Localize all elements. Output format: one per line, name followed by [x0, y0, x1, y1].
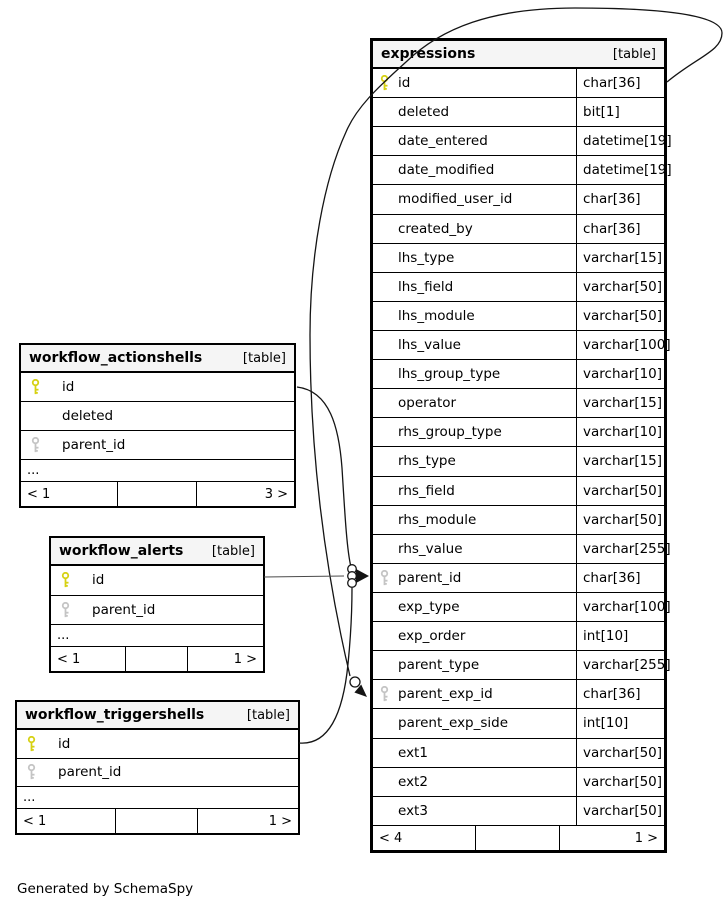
- column-name-cell: [373, 477, 577, 505]
- column-name: id: [62, 379, 75, 395]
- column-name: operator: [398, 395, 457, 412]
- edge-workflow-alerts: [264, 576, 344, 577]
- column-name: rhs_value: [398, 540, 463, 557]
- column-row: [373, 184, 664, 213]
- column-name-cell: [373, 360, 577, 388]
- column-type: datetime[19]: [583, 162, 672, 179]
- column-name: rhs_module: [398, 511, 477, 528]
- column-row: [373, 214, 664, 243]
- column-name: date_entered: [398, 133, 488, 150]
- ellipsis-row: ...: [51, 624, 263, 646]
- column-row: [51, 595, 263, 625]
- edge-workflow-triggershells: [299, 588, 352, 743]
- column-name: date_modified: [398, 162, 495, 179]
- column-row: [373, 417, 664, 446]
- column-type: varchar[15]: [583, 395, 663, 412]
- table-footer: [21, 481, 294, 506]
- column-type: datetime[19]: [583, 133, 672, 150]
- foreign-key-icon: [378, 686, 391, 702]
- column-type: char[36]: [583, 569, 641, 586]
- column-row: [21, 430, 294, 459]
- column-name: lhs_group_type: [398, 366, 501, 383]
- column-row: [21, 373, 294, 401]
- column-type: varchar[50]: [583, 773, 663, 790]
- table-badge: [table]: [211, 543, 255, 559]
- column-type: varchar[15]: [583, 249, 663, 266]
- column-type-cell: [577, 453, 664, 469]
- column-name: deleted: [62, 408, 114, 424]
- column-name-cell: [373, 302, 577, 330]
- column-row: [373, 126, 672, 155]
- column-type-cell: [577, 191, 664, 207]
- parents-indicator: 3 >: [196, 482, 294, 506]
- column-name-cell: [373, 69, 577, 97]
- column-row: [373, 796, 664, 825]
- column-name: modified_user_id: [398, 191, 513, 208]
- table-badge: [table]: [242, 350, 286, 366]
- parents-indicator: 1 >: [197, 809, 298, 833]
- column-name: rhs_field: [398, 482, 455, 499]
- table-workflow-triggershells[interactable]: [15, 700, 300, 835]
- primary-key-icon: [29, 379, 42, 395]
- column-type-cell: [577, 366, 664, 382]
- column-type-cell: [577, 337, 671, 353]
- column-name: lhs_value: [398, 337, 461, 354]
- column-type-cell: [577, 599, 671, 615]
- generator-caption: Generated by SchemaSpy: [17, 881, 194, 897]
- column-type-cell: [577, 308, 664, 324]
- column-name: exp_order: [398, 628, 466, 645]
- column-type: varchar[50]: [583, 744, 663, 761]
- column-name: parent_id: [58, 764, 122, 781]
- column-name-cell: [373, 447, 577, 475]
- column-type-cell: [577, 541, 671, 557]
- column-type: varchar[50]: [583, 278, 663, 295]
- column-row: [373, 388, 664, 417]
- column-name-cell: [373, 680, 577, 708]
- children-indicator: < 1: [57, 651, 81, 667]
- children-indicator: < 1: [23, 813, 47, 829]
- table-footer: [17, 808, 298, 833]
- footer-spacer: [115, 809, 196, 833]
- column-type-cell: [577, 483, 664, 499]
- column-name: parent_exp_id: [398, 686, 493, 703]
- column-type: varchar[10]: [583, 366, 663, 383]
- table-name: workflow_actionshells: [29, 350, 203, 366]
- column-row: [373, 155, 672, 184]
- table-workflow-alerts[interactable]: [49, 536, 265, 673]
- column-row: [17, 758, 298, 787]
- column-type: varchar[10]: [583, 424, 663, 441]
- column-name-cell: [373, 215, 577, 243]
- column-name: parent_type: [398, 657, 480, 674]
- column-row: [373, 738, 664, 767]
- column-type: bit[1]: [583, 104, 620, 121]
- column-name: rhs_group_type: [398, 424, 502, 441]
- column-name-cell: [373, 389, 577, 417]
- column-type: varchar[100]: [583, 337, 671, 354]
- column-name-cell: [373, 535, 577, 563]
- column-type: char[36]: [583, 75, 641, 92]
- column-name-cell: [373, 98, 577, 126]
- column-name: id: [58, 735, 71, 752]
- column-type: varchar[50]: [583, 511, 663, 528]
- column-type: varchar[50]: [583, 802, 663, 819]
- primary-key-icon: [25, 736, 38, 752]
- column-name: parent_id: [92, 601, 156, 618]
- column-name-cell: [373, 273, 577, 301]
- column-type-cell: [577, 395, 664, 411]
- column-name-cell: [373, 564, 577, 592]
- column-row: [373, 476, 664, 505]
- column-name-cell: [373, 418, 577, 446]
- column-name: parent_exp_side: [398, 715, 509, 732]
- column-type-cell: [577, 628, 664, 644]
- column-type-cell: [577, 715, 664, 731]
- children-indicator: < 4: [379, 830, 403, 846]
- table-expressions[interactable]: [370, 38, 672, 853]
- table-header[interactable]: [373, 41, 664, 69]
- column-name: deleted: [398, 104, 450, 121]
- column-name-cell: [373, 331, 577, 359]
- column-row: [373, 446, 664, 475]
- column-name: exp_type: [398, 599, 460, 616]
- column-name-cell: [373, 709, 577, 737]
- column-type-cell: [577, 133, 672, 149]
- column-name: lhs_type: [398, 249, 455, 266]
- column-row: [17, 730, 298, 758]
- column-type-cell: [577, 279, 664, 295]
- column-type-cell: [577, 570, 664, 586]
- arrowhead: [356, 569, 369, 583]
- column-name: lhs_module: [398, 307, 475, 324]
- column-name-cell: [373, 797, 577, 825]
- cardinality-circle: [348, 572, 357, 581]
- column-name-cell: [373, 506, 577, 534]
- column-name: lhs_field: [398, 278, 454, 295]
- footer-spacer: [475, 826, 559, 850]
- column-row: [21, 401, 294, 430]
- footer-spacer: [117, 482, 196, 506]
- column-type-cell: [577, 745, 664, 761]
- column-type: varchar[50]: [583, 307, 663, 324]
- column-type-cell: [577, 250, 664, 266]
- column-row: [373, 563, 664, 592]
- column-type: int[10]: [583, 628, 629, 645]
- table-footer: [373, 825, 664, 850]
- column-type: char[36]: [583, 191, 641, 208]
- table-badge: [table]: [612, 46, 656, 62]
- column-row: [373, 767, 664, 796]
- cardinality-circle: [348, 565, 357, 574]
- column-row: [373, 592, 671, 621]
- column-type: varchar[255]: [583, 657, 671, 674]
- ellipsis-row: ...: [17, 786, 298, 808]
- footer-spacer: [125, 647, 186, 671]
- column-name: ext3: [398, 802, 428, 819]
- table-header[interactable]: [17, 702, 298, 730]
- table-footer: [51, 646, 263, 671]
- column-name-cell: [373, 651, 577, 679]
- column-type: varchar[255]: [583, 540, 671, 557]
- edge-workflow-actionshells: [297, 387, 351, 567]
- column-type-cell: [577, 424, 664, 440]
- column-row: [373, 650, 671, 679]
- table-name: expressions: [381, 46, 476, 62]
- column-type: char[36]: [583, 686, 641, 703]
- column-name-cell: [373, 593, 577, 621]
- table-workflow-actionshells[interactable]: [19, 343, 296, 508]
- column-row: [373, 301, 664, 330]
- column-row: [373, 505, 664, 534]
- foreign-key-icon: [25, 764, 38, 780]
- parents-indicator: 1 >: [187, 647, 263, 671]
- table-header[interactable]: [21, 345, 294, 373]
- column-name-cell: [373, 768, 577, 796]
- column-name: id: [92, 572, 105, 589]
- column-name-cell: [373, 244, 577, 272]
- column-type-cell: [577, 104, 664, 120]
- column-name-cell: [373, 739, 577, 767]
- column-type-cell: [577, 512, 664, 528]
- parents-indicator: 1 >: [559, 826, 664, 850]
- column-type-cell: [577, 686, 664, 702]
- column-name: parent_id: [398, 569, 462, 586]
- column-type-cell: [577, 221, 664, 237]
- column-name: ext1: [398, 744, 428, 761]
- column-type-cell: [577, 774, 664, 790]
- column-name: rhs_type: [398, 453, 456, 470]
- cardinality-circle: [348, 579, 357, 588]
- primary-key-icon: [59, 572, 72, 588]
- column-type: varchar[50]: [583, 482, 663, 499]
- cardinality-circle: [350, 677, 360, 687]
- column-name-cell: [373, 156, 577, 184]
- column-row: [373, 621, 664, 650]
- column-type-cell: [577, 162, 672, 178]
- column-row: [373, 359, 664, 388]
- column-type: varchar[100]: [583, 599, 671, 616]
- column-name-cell: [373, 127, 577, 155]
- column-type-cell: [577, 657, 671, 673]
- column-name-cell: [373, 622, 577, 650]
- column-type-cell: [577, 75, 664, 91]
- table-header[interactable]: [51, 538, 263, 566]
- table-name: workflow_triggershells: [25, 707, 205, 723]
- column-name: parent_id: [62, 437, 126, 453]
- column-type: char[36]: [583, 220, 641, 237]
- children-indicator: < 1: [27, 486, 51, 502]
- table-badge: [table]: [246, 707, 290, 723]
- column-row: [373, 330, 671, 359]
- column-name: created_by: [398, 220, 473, 237]
- column-type: int[10]: [583, 715, 629, 732]
- column-row: [373, 708, 664, 737]
- foreign-key-icon: [59, 602, 72, 618]
- column-type-cell: [577, 803, 664, 819]
- column-name-cell: [373, 185, 577, 213]
- column-row: [51, 566, 263, 595]
- table-name: workflow_alerts: [59, 543, 184, 559]
- column-row: [373, 679, 664, 708]
- primary-key-icon: [378, 75, 391, 91]
- foreign-key-icon: [378, 570, 391, 586]
- column-row: [373, 272, 664, 301]
- column-row: [373, 243, 664, 272]
- column-row: [373, 534, 671, 563]
- column-row: [373, 69, 664, 97]
- column-row: [373, 97, 664, 126]
- ellipsis-row: ...: [21, 459, 294, 481]
- arrowhead: [354, 685, 367, 698]
- column-name: id: [398, 75, 411, 92]
- column-name: ext2: [398, 773, 428, 790]
- column-type: varchar[15]: [583, 453, 663, 470]
- foreign-key-icon: [29, 437, 42, 453]
